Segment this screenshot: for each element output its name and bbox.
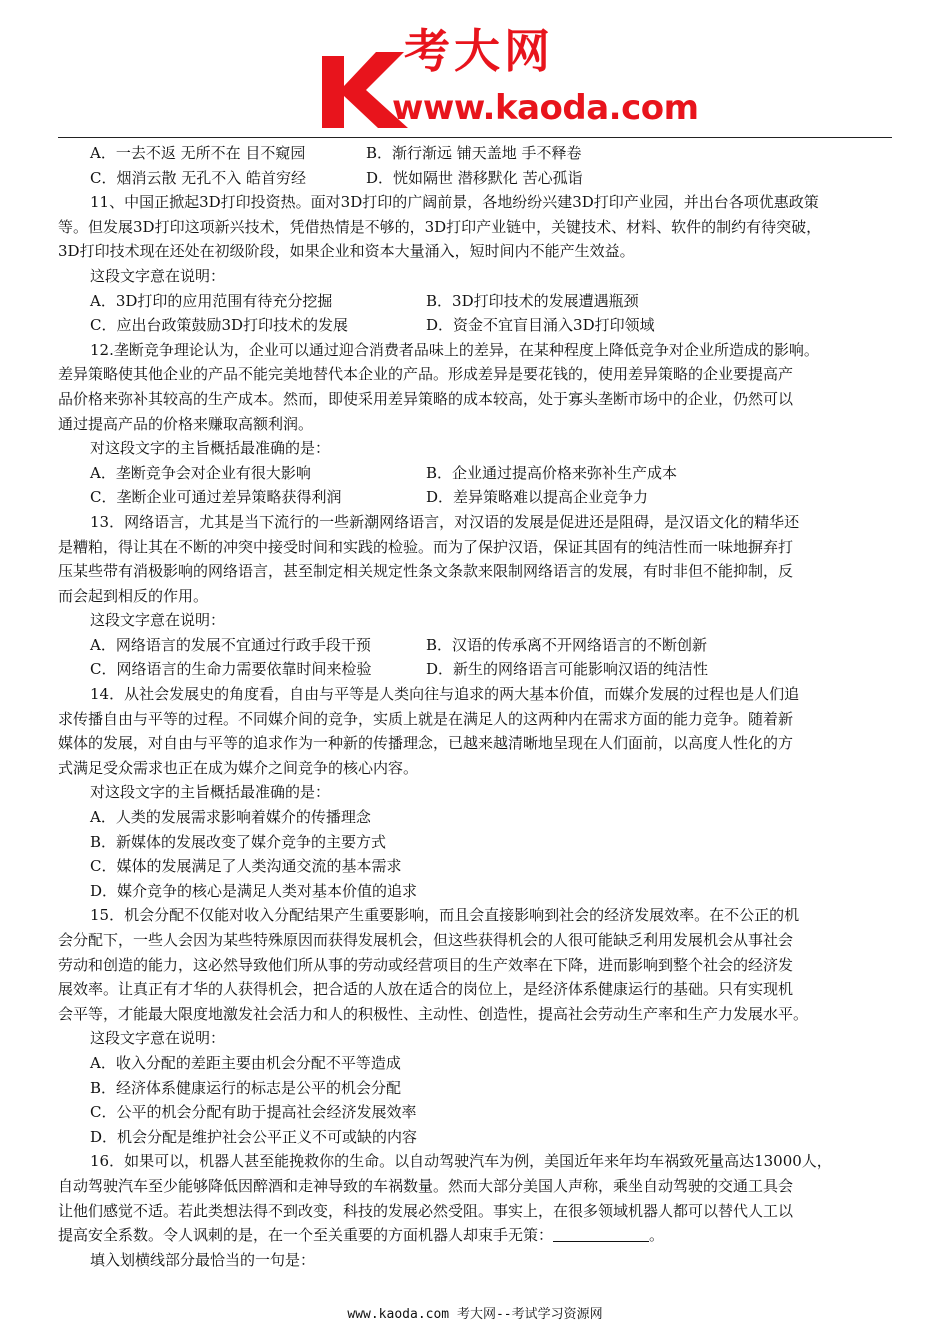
text-line: C．公平的机会分配有助于提高社会经济发展效率 [90,1103,417,1122]
option-right: B．汉语的传承离不开网络语言的不断创新 [426,635,708,654]
option-right: B．3D打印技术的发展遭遇瓶颈 [426,291,639,310]
option-left: A．3D打印的应用范围有待充分挖掘 [90,291,333,310]
option-left: A．垄断竞争会对企业有很大影响 [90,463,311,482]
text-line: 11、中国正掀起3D打印投资热。面对3D打印的广阔前景，各地纷纷兴建3D打印产业园，并出台各项优惠政策 [90,193,819,212]
option-row [58,313,892,338]
text-line: 是糟粕，得让其在不断的冲突中接受时间和实践的检验。而为了保护汉语，保证其固有的纯洁性而一味地摒弃打 [58,537,794,556]
text-line: C．媒体的发展满足了人类沟通交流的基本需求 [90,857,402,876]
text-line: A．收入分配的差距主要由机会分配不平等造成 [90,1053,401,1072]
fill-in-blank [553,1225,649,1242]
option-left: C．应出台政策鼓励3D打印技术的发展 [90,316,349,335]
option-left: C．烟消云散 无孔不入 皓首穷经 [90,168,307,187]
text-line: 这段文字意在说明： [90,611,226,630]
option-right: D．资金不宜盲目涌入3D打印领域 [426,316,655,335]
option-left: A．一去不返 无所不在 目不窥园 [90,144,306,162]
text-line-with-blank [58,1223,892,1248]
text-line: 而会起到相反的作用。 [58,586,209,605]
text-line: 自动驾驶汽车至少能够降低因醉酒和走神导致的车祸数量。然而大部分美国人声称，乘坐自动驾驶的交通工具会 [58,1176,794,1195]
text-line: 会分配下，一些人会因为某些特殊原因而获得发展机会，但这些获得机会的人很可能缺乏利用发展机会从事社会 [58,931,794,949]
option-left: A．网络语言的发展不宜通过行政手段干预 [90,635,371,654]
text-line: 这段文字意在说明： [90,266,226,285]
text-line: 14．从社会发展史的角度看，自由与平等是人类向往与追求的两大基本价值，而媒介发展的过程也是人们追 [90,685,800,704]
option-left: C．网络语言的生命力需要依靠时间来检验 [90,660,372,679]
text-line: 16．如果可以，机器人甚至能挽救你的生命。以自动驾驶汽车为例，美国近年来年均车祸致死量高达13000人， [90,1152,832,1171]
text-line: 差异策略使其他企业的产品不能完美地替代本企业的产品。形成差异是要花钱的，使用差异策略的企业要提高产 [58,365,794,384]
text-line: 15．机会分配不仅能对收入分配结果产生重要影响，而且会直接影响到社会的经济发展效率。在不公正的机 [90,906,800,925]
logo-url-text: www.kaoda.com [392,88,699,128]
text-line: 12.垄断竞争理论认为，企业可以通过迎合消费者品味上的差异，在某种程度上降低竞争对企业所造成的影响。 [90,340,819,359]
text-line: B．经济体系健康运行的标志是公平的机会分配 [90,1078,402,1097]
option-right: B．企业通过提高价格来弥补生产成本 [426,463,678,482]
option-right: B．渐行渐远 铺天盖地 手不释卷 [366,144,582,162]
text-line: 会平等，才能最大限度地激发社会活力和人的积极性、主动性、创造性，提高社会劳动生产率和生产力发展水平。 [58,1004,809,1023]
text-line: A．人类的发展需求影响着媒介的传播理念 [90,808,371,827]
text-line: B．新媒体的发展改变了媒介竞争的主要方式 [90,832,387,851]
option-row [58,166,892,191]
option-right: D．恍如隔世 潜移默化 苦心孤诣 [366,168,583,187]
text-segment-end: 。 [649,1226,665,1245]
text-line: 展效率。让真正有才华的人获得机会，把合适的人放在适合的岗位上，是经济体系健康运行的基础。只有实现机 [58,980,794,999]
option-row [58,289,892,314]
text-segment: 提高安全系数。令人讽刺的是，在一个至关重要的方面机器人却束手无策： [58,1226,554,1245]
option-right: D．新生的网络语言可能影响汉语的纯洁性 [426,660,709,679]
logo-brand-text: 考大网 [404,24,554,78]
header-divider [58,137,892,138]
text-line: 求传播自由与平等的过程。不同媒介间的竞争，实质上就是在满足人的这两种内在需求方面的能力竞争。随着新 [58,709,794,728]
option-row [58,633,892,658]
page-footer: www.kaoda.com 考大网--考试学习资源网 [347,1307,603,1322]
text-line: 式满足受众需求也正在成为媒介之间竞争的核心内容。 [58,758,419,777]
text-line: 这段文字意在说明： [90,1029,226,1048]
text-line: 压某些带有消极影响的网络语言，甚至制定相关规定性条文条款来限制网络语言的发展，有时非但不能抑制，反 [58,562,794,581]
kaoda-logo[interactable] [318,22,699,132]
text-line: 媒体的发展，对自由与平等的追求作为一种新的传播理念，已越来越清晰地呈现在人们面前，以高度人性化的方 [58,734,794,753]
text-line: 劳动和创造的能力，这必然导致他们所从事的劳动或经营项目的生产效率在下降，进而影响到整个社会的经济发 [58,955,794,974]
option-row [58,485,892,510]
text-line: 填入划横线部分最恰当的一句是： [90,1250,316,1269]
option-row [58,657,892,682]
option-row [58,141,892,166]
text-line: 让他们感觉不适。若此类想法得不到改变，科技的发展必然受阻。事实上，在很多领域机器人都可以替代人工以 [58,1201,794,1220]
text-line: 13．网络语言，尤其是当下流行的一些新潮网络语言，对汉语的发展是促进还是阻碍，是汉语文化的精华还 [90,512,800,531]
text-line: 对这段文字的主旨概括最准确的是： [90,783,331,802]
option-row [58,461,892,486]
text-line: 3D打印技术现在还处在初级阶段，如果企业和资本大量涌入，短时间内不能产生效益。 [58,242,635,261]
option-left: C．垄断企业可通过差异策略获得利润 [90,488,342,507]
option-right: D．差异策略难以提高企业竞争力 [426,488,649,507]
text-line: 品价格来弥补其较高的生产成本。然而，即使采用差异策略的成本较高，处于寡头垄断市场中的企业，仍然可以 [58,389,794,408]
text-line: D．媒介竞争的核心是满足人类对基本价值的追求 [90,881,418,900]
text-line: 通过提高产品的价格来赚取高额利润。 [58,414,314,433]
text-line: 等。但发展3D打印这项新兴技术，凭借热情是不够的，3D打印产业链中，关键技术、材料、软件的制约有待突破， [58,217,822,236]
text-line: D．机会分配是维护社会公平正义不可或缺的内容 [90,1127,418,1146]
document-body [58,141,892,1272]
text-line: 对这段文字的主旨概括最准确的是： [90,439,331,458]
